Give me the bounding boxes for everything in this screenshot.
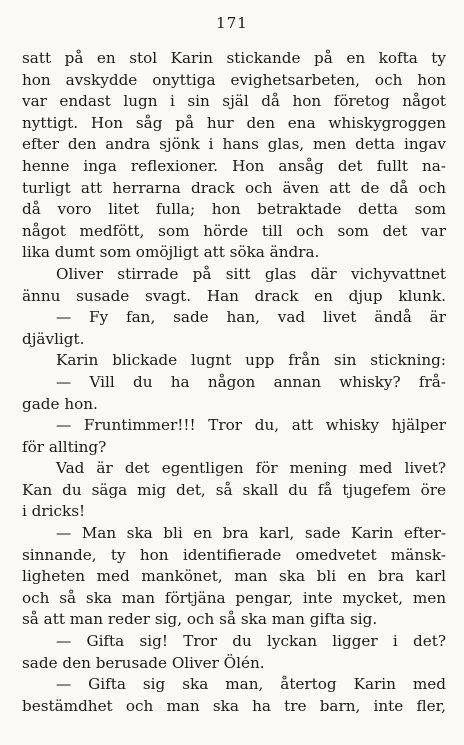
text-line: för allting? <box>22 437 107 456</box>
text-line: och så ska man förtjäna pengar, inte mycket, men <box>22 588 446 607</box>
text-line: i dricks! <box>22 502 86 521</box>
text-line: gade hon. <box>22 394 98 413</box>
page-number: 171 <box>216 14 248 32</box>
body-text <box>22 48 446 717</box>
text-line: henne inga reflexioner. Hon ansåg det fullt na- <box>22 156 446 175</box>
text-line: då voro litet fulla; hon betraktade detta som <box>22 200 446 219</box>
text-line: nyttigt. Hon såg på hur den ena whiskygroggen <box>22 113 446 132</box>
text-line: sade den berusade Oliver Ölén. <box>22 653 265 672</box>
text-line: något medfött, som hörde till och som det var <box>22 221 446 240</box>
text-line: — Man ska bli en bra karl, sade Karin efter- <box>56 524 446 543</box>
text-line: — Gifta sig! Tror du lyckan ligger i det? <box>56 632 446 651</box>
text-line: var endast lugn i sin själ då hon företog något <box>22 92 446 111</box>
text-line: ligheten med mankönet, man ska bli en bra karl <box>22 567 446 586</box>
text-line: — Vill du ha någon annan whisky? frå- <box>56 372 446 391</box>
text-line: djävligt. <box>22 329 85 348</box>
text-line: bestämdhet och man ska ha tre barn, inte fler, <box>22 696 446 715</box>
text-line: — Gifta sig ska man, återtog Karin med <box>56 675 446 694</box>
text-line: satt på en stol Karin stickande på en kofta ty <box>22 49 446 67</box>
text-line: hon avskydde onyttiga evighetsarbeten, och hon <box>22 70 446 89</box>
text-line: efter den andra sjönk i hans glas, men detta ingav <box>22 135 446 154</box>
text-line: — Fy fan, sade han, vad livet ändå är <box>56 308 446 327</box>
text-line: lika dumt som omöjligt att söka ändra. <box>22 243 320 262</box>
text-line: — Fruntimmer!!! Tror du, att whisky hjälper <box>56 416 446 435</box>
text-line: turligt att herrarna drack och även att de då och <box>22 178 446 197</box>
text-line: så att man reder sig, och så ska man gifta sig. <box>22 610 378 629</box>
text-line: Oliver stirrade på sitt glas där vichyvattnet <box>56 264 446 283</box>
text-line: Kan du säga mig det, så skall du få tjugefem öre <box>22 480 446 499</box>
text-line: sinnande, ty hon identifierade omedvetet mänsk- <box>22 545 446 564</box>
text-line: Karin blickade lugnt upp från sin stickning: <box>56 351 446 370</box>
text-line: Vad är det egentligen för mening med livet? <box>56 459 446 478</box>
text-line: ännu susade svagt. Han drack en djup klunk. <box>22 286 446 305</box>
